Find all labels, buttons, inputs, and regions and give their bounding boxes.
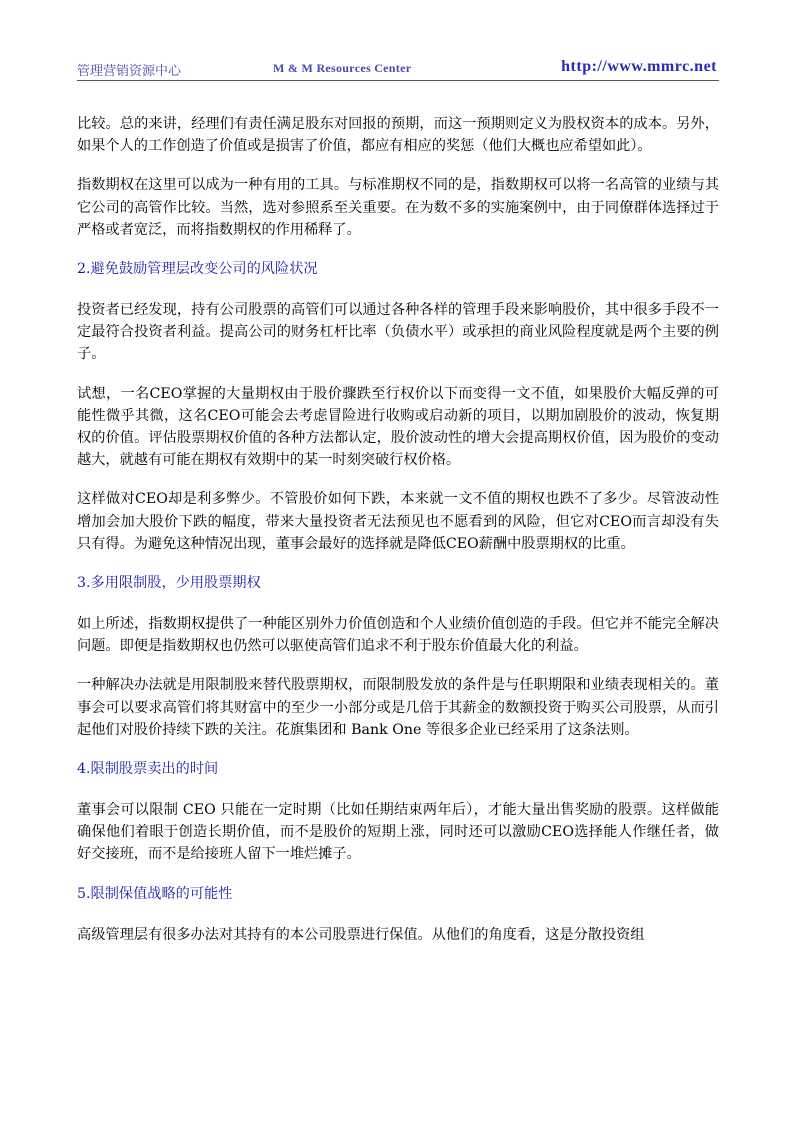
body-paragraph: 一种解决办法就是用限制股来替代股票期权，而限制股发放的条件是与任职期限和业绩表现相关的。董事会可以要求高管们将其财富中的至少一小部分或是几倍于其薪金的数额投资于购买公司股票，从而引起他们对股价持续下跌的关注。花旗集团和 Bank One 等很多企业已经采用了这条法则。 [77,677,719,738]
body-paragraph: 这样做对CEO却是利多弊少。不管股价如何下跌，本来就一文不值的期权也跌不了多少。尽管波动性增加会加大股价下跌的幅度，带来大量投资者无法预见也不愿看到的风险，但它对CEO而言却没有失只有得。为避免这种情况出现，董事会最好的选择就是降低CEO薪酬中股票期权的比重。 [77,491,719,552]
body-paragraph: 比较。总的来讲，经理们有责任满足股东对回报的预期，而这一预期则定义为股权资本的成本。另外，如果个人的工作创造了价值或是损害了价值，都应有相应的奖惩（他们大概也应希望如此）。 [77,116,719,155]
header-center-name: M & M Resources Center [273,61,412,75]
body-paragraph: 如上所述，指数期权提供了一种能区别外力价值创造和个人业绩价值创造的手段。但它并不能完全解决问题。即便是指数期权也仍然可以驱使高管们追求不利于股东价值最大化的利益。 [77,616,719,655]
body-paragraph: 试想，一名CEO掌握的大量期权由于股价骤跌至行权价以下而变得一文不值，如果股价大幅反弹的可能性微乎其微，这名CEO可能会去考虑冒险进行收购或启动新的项目，以期加剧股价的波动，恢复期权的价值。评估股票期权价值的各种方法都认定，股价波动性的增大会提高期权价值，因为股价的变动越大，就越有可能在期权有效期中的某一时刻突破行权价格。 [77,385,719,469]
section-heading: 4.限制股票卖出的时间 [77,761,219,778]
header-divider [77,80,719,81]
body-paragraph: 指数期权在这里可以成为一种有用的工具。与标准期权不同的是，指数期权可以将一名高管的业绩与其它公司的高管作比较。当然，选对参照系至关重要。在为数不多的实施案例中，由于同僚群体选择过于严格或者宽泛，而将指数期权的作用稀释了。 [77,177,719,238]
document-body [77,113,719,963]
section-heading: 3.多用限制股，少用股票期权 [77,575,261,592]
header-url-link[interactable]: http://www.mmrc.net [561,58,717,75]
header-org-name: 管理营销资源中心 [77,64,182,79]
page-header [77,58,719,80]
body-paragraph: 董事会可以限制 CEO 只能在一定时期（比如任期结束两年后），才能大量出售奖励的股票。这样做能确保他们着眼于创造长期价值，而不是股价的短期上涨，同时还可以激励CEO选择能人作继任者，做好交接班，而不是给接班人留下一堆烂摊子。 [77,802,719,863]
section-heading: 2.避免鼓励管理层改变公司的风险状况 [77,261,318,278]
body-paragraph: 高级管理层有很多办法对其持有的本公司股票进行保值。从他们的角度看，这是分散投资组 [77,926,645,943]
body-paragraph: 投资者已经发现，持有公司股票的高管们可以通过各种各样的管理手段来影响股价，其中很多手段不一定最符合投资者利益。提高公司的财务杠杆比率（负债水平）或承担的商业风险程度就是两个主要的例子。 [77,302,719,363]
section-heading: 5.限制保值战略的可能性 [77,885,233,902]
